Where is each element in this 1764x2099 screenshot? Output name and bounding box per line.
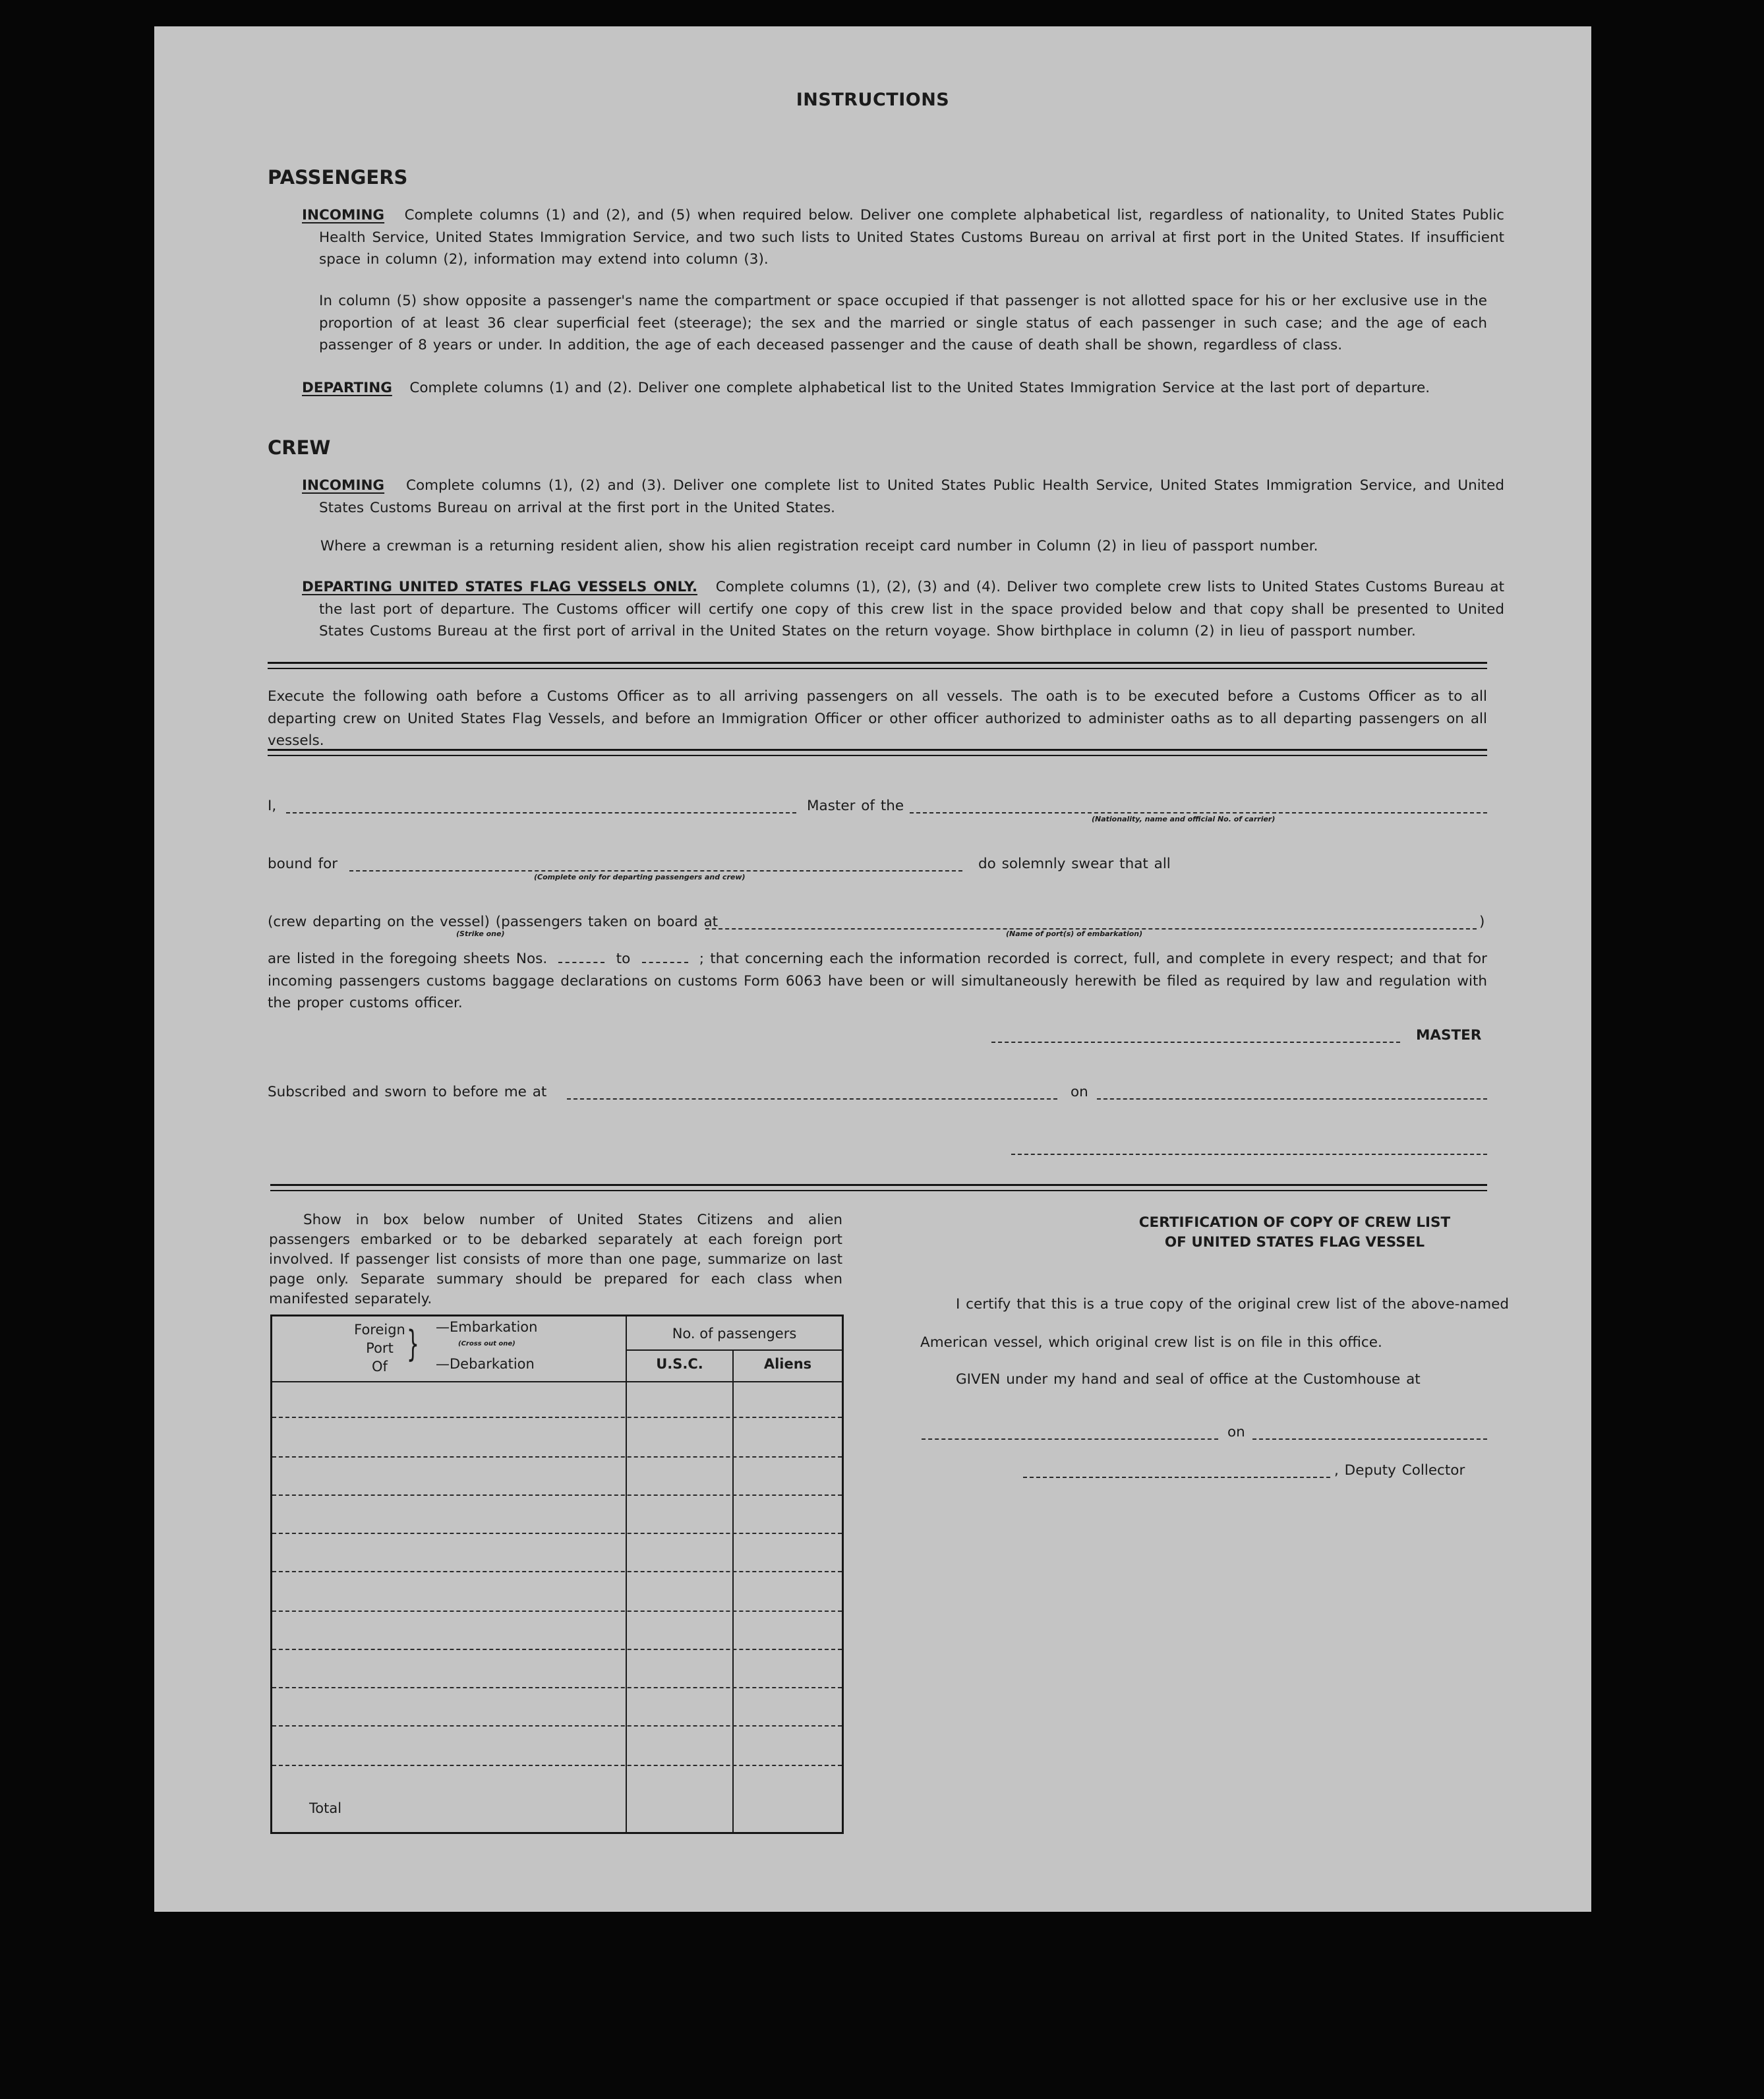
certification-on-label: on — [1227, 1424, 1245, 1440]
certification-heading — [1005, 1213, 1585, 1253]
column-divider — [626, 1316, 627, 1832]
header-bottom-line — [272, 1381, 842, 1382]
swear-label: do solemnly swear that all — [978, 856, 1171, 872]
section-divider — [268, 749, 1487, 756]
listed-text: ; that concerning each the information recorded is correct, full, and complete in every respect; and that for incoming passengers customs baggage declarations on customs Form 6063 have been or will simultaneously herewith be filed as required by law and regulation with the proper customs officer. — [268, 951, 1487, 1011]
crew-heading: CREW — [268, 436, 331, 459]
crew-incoming-label: INCOMING — [302, 477, 385, 494]
passenger-summary-table — [270, 1315, 844, 1834]
section-divider — [268, 662, 1487, 669]
listed-prefix: are listed in the foregoing sheets Nos. — [268, 951, 548, 967]
close-paren: ) — [1479, 914, 1485, 930]
officer-signature-field[interactable] — [1011, 1154, 1487, 1155]
port-caption: (Name of port(s) of embarkation) — [1006, 930, 1143, 938]
carrier-caption: (Nationality, name and official No. of carrier) — [1092, 815, 1276, 823]
strike-caption: (Strike one) — [456, 930, 505, 938]
certify-line1: I certify that this is a true copy of the original crew list of the above-named — [956, 1296, 1510, 1313]
sheet-from-field[interactable] — [558, 962, 604, 963]
passengers-heading: PASSENGERS — [268, 166, 408, 189]
table-row[interactable] — [272, 1571, 842, 1572]
passengers-column5-instruction: In column (5) show opposite a passenger's name the compartment or space occupied if that passenger is not allotted space for his or her exclusive use in the proportion of at least 36 clear superficial feet (steerage); the sex and the married or single status of each passenger in such case; and the age of each passenger of 8 years or under. In addition, the age of each deceased passenger and the cause of death shall be shown, regardless of class. — [319, 293, 1487, 353]
crew-incoming-instruction — [302, 475, 1504, 519]
table-row[interactable] — [272, 1611, 842, 1612]
table-row[interactable] — [272, 1417, 842, 1418]
table-row[interactable] — [272, 1649, 842, 1650]
table-row[interactable] — [272, 1765, 842, 1766]
oath-intro: Execute the following oath before a Customs Officer as to all arriving passengers on all vessels. The oath is to be executed before a Customs Officer as to all departing crew on United States Flag Vessels, and before an Immigration Officer or other officer authorized to administer oaths as to all departing passengers on all vessels. — [268, 688, 1487, 749]
table-row[interactable] — [272, 1687, 842, 1688]
master-signature-field[interactable] — [991, 1042, 1400, 1043]
brace-icon: } — [407, 1323, 419, 1365]
crew-incoming-text: Complete columns (1), (2) and (3). Deliver one complete list to United States Public Health Service, United States Immigration Service, and United States Customs Bureau on arrival at the first port in the United States. — [319, 477, 1504, 516]
crew-passengers-label: (crew departing on the vessel) (passengers taken on board at — [268, 914, 719, 930]
table-row[interactable] — [272, 1494, 842, 1496]
of-label: Of — [372, 1359, 388, 1375]
carrier-field[interactable] — [910, 812, 1487, 813]
header-divider — [627, 1349, 842, 1351]
aliens-header: Aliens — [763, 1356, 812, 1372]
oath-i-label: I, — [268, 798, 277, 814]
section-divider — [270, 1184, 1487, 1191]
sworn-date-field[interactable] — [1097, 1098, 1487, 1100]
form-sheet — [154, 26, 1591, 1912]
total-label: Total — [309, 1800, 342, 1816]
bound-for-caption: (Complete only for departing passengers and crew) — [534, 873, 746, 881]
passengers-incoming-instruction — [302, 204, 1504, 271]
debarkation-label: —Debarkation — [436, 1356, 535, 1372]
master-of-label: Master of the — [807, 798, 904, 814]
listed-statement — [268, 948, 1487, 1015]
embarkation-label: —Embarkation — [436, 1319, 538, 1335]
foreign-port-header — [350, 1320, 409, 1376]
page-title: INSTRUCTIONS — [796, 90, 950, 110]
certify-line2: American vessel, which original crew list is on file in this office. — [920, 1334, 1382, 1351]
deputy-collector-label: , Deputy Collector — [1334, 1462, 1465, 1479]
cross-out-caption: (Cross out one) — [458, 1340, 515, 1347]
scanner-background — [0, 1971, 1764, 2099]
passengers-departing-text: Complete columns (1) and (2). Deliver one complete alphabetical list to the United States Immigration Service at the last port of departure. — [409, 380, 1430, 396]
passengers-incoming-text: Complete columns (1) and (2), and (5) when required below. Deliver one complete alphabetical list, regardless of nationality, to United States Public Health Service, United States Immigration Service, and two such lists to United States Customs Bureau on arrival at first port in the United States. If insufficient space in column (2), information may extend into column (3). — [319, 207, 1504, 268]
foreign-label: Foreign — [354, 1322, 405, 1338]
table-row[interactable] — [272, 1725, 842, 1727]
bound-for-label: bound for — [268, 856, 338, 872]
deputy-signature-field[interactable] — [1023, 1477, 1330, 1478]
usc-header: U.S.C. — [656, 1356, 703, 1372]
port-label: Port — [366, 1340, 394, 1356]
sheet-to-field[interactable] — [642, 962, 688, 963]
passengers-departing-instruction — [302, 377, 1487, 399]
table-row[interactable] — [272, 1456, 842, 1458]
to-label: to — [616, 951, 631, 967]
no-passengers-header: No. of passengers — [672, 1326, 797, 1342]
sworn-on-label: on — [1071, 1084, 1088, 1100]
summary-instructions: Show in box below number of United States Citizens and alien passengers embarked or to be debarked separately at each foreign port involved. If passenger list consists of more than one page, summarize on last page only. Separate summary should be prepared for each class when manifested separately. — [269, 1212, 842, 1307]
customhouse-field[interactable] — [922, 1438, 1218, 1440]
subscribed-label: Subscribed and sworn to before me at — [268, 1084, 547, 1100]
crew-departing-text: Complete columns (1), (2), (3) and (4). Deliver two complete crew lists to United States Customs Bureau at the last port of departure. The Customs officer will certify one copy of this crew list in the space provided below and that copy shall be presented to United States Customs Bureau at the first port of arrival in the United States on the return voyage. Show birthplace in column (2) in lieu of passport number. — [319, 579, 1504, 639]
given-line: GIVEN under my hand and seal of office at the Customhouse at — [956, 1371, 1421, 1388]
bound-for-field[interactable] — [349, 870, 962, 872]
master-label: MASTER — [1416, 1027, 1482, 1044]
crew-resident-instruction: Where a crewman is a returning resident alien, show his alien registration receipt card number in Column (2) in lieu of passport number. — [320, 538, 1318, 554]
master-name-field[interactable] — [286, 812, 796, 813]
table-row[interactable] — [272, 1533, 842, 1534]
certification-heading-line1: CERTIFICATION OF COPY OF CREW LIST — [1138, 1214, 1451, 1231]
passengers-incoming-label: INCOMING — [302, 207, 385, 223]
sworn-place-field[interactable] — [567, 1098, 1057, 1100]
certification-date-field[interactable] — [1252, 1438, 1487, 1440]
crew-departing-instruction — [302, 576, 1504, 643]
crew-departing-label: DEPARTING UNITED STATES FLAG VESSELS ONLY. — [302, 579, 697, 595]
certification-heading-line2: OF UNITED STATES FLAG VESSEL — [1164, 1234, 1425, 1251]
passengers-departing-label: DEPARTING — [302, 380, 392, 396]
column-divider — [732, 1349, 734, 1832]
